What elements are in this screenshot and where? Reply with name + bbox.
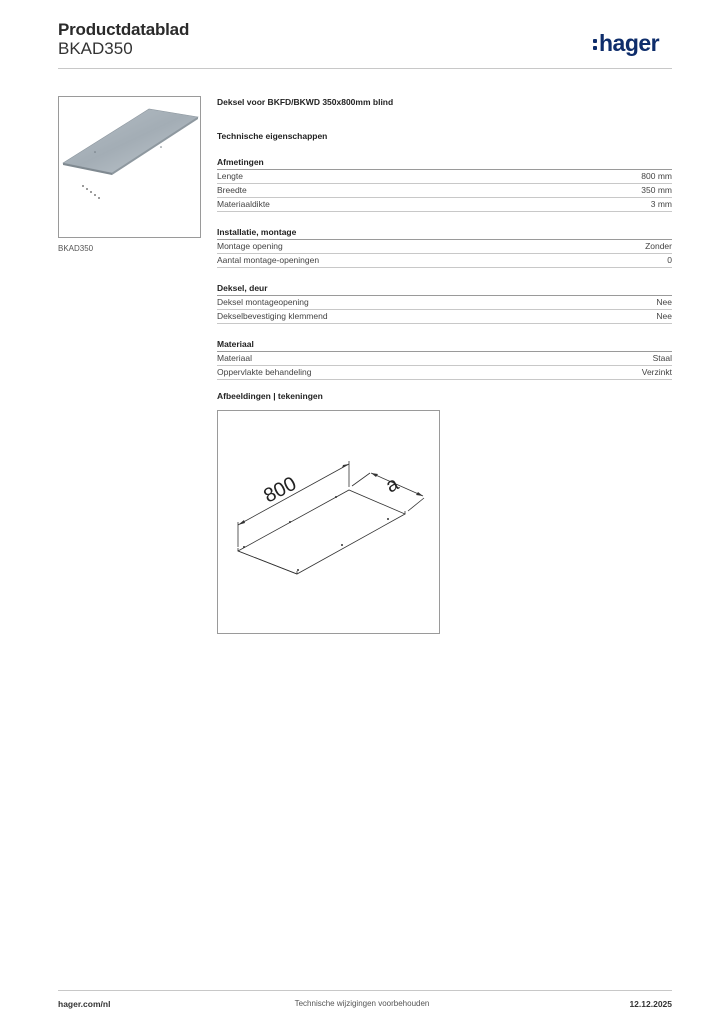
spec-value: 0 <box>667 255 672 265</box>
spec-sections <box>217 156 672 380</box>
footer-date: 12.12.2025 <box>629 999 672 1009</box>
cover-plate-illustration <box>59 97 200 237</box>
logo-dots-icon <box>593 39 597 50</box>
spec-label: Dekselbevestiging klemmend <box>217 311 328 321</box>
product-image <box>58 96 201 238</box>
product-code: BKAD350 <box>58 39 133 58</box>
spec-label: Oppervlakte behandeling <box>217 367 312 377</box>
spec-value: Verzinkt <box>641 367 672 377</box>
spec-value: 350 mm <box>641 185 672 195</box>
section-title: Deksel, deur <box>217 282 672 296</box>
spec-row <box>217 254 672 268</box>
page-title: Productdatablad <box>58 20 190 39</box>
spec-content <box>217 96 672 380</box>
header-divider <box>58 68 672 69</box>
hager-logo <box>593 30 659 56</box>
spec-label: Materiaaldikte <box>217 199 270 209</box>
spec-label: Breedte <box>217 185 247 195</box>
spec-value: Nee <box>656 297 672 307</box>
image-caption: BKAD350 <box>58 244 94 253</box>
width-dimension-label: a <box>382 472 403 498</box>
technical-drawing <box>217 410 440 634</box>
spec-row <box>217 296 672 310</box>
footer-divider <box>58 990 672 991</box>
spec-row <box>217 240 672 254</box>
tech-properties-heading: Technische eigenschappen <box>217 131 328 141</box>
section-title: Materiaal <box>217 338 672 352</box>
spec-row <box>217 184 672 198</box>
spec-label: Materiaal <box>217 353 252 363</box>
spec-section-cover <box>217 282 672 324</box>
length-dimension-label: 800 <box>260 472 301 508</box>
spec-value: 3 mm <box>650 199 672 209</box>
spec-label: Lengte <box>217 171 243 181</box>
spec-row <box>217 170 672 184</box>
spec-value: Nee <box>656 311 672 321</box>
spec-section-material <box>217 338 672 380</box>
footer-website-link[interactable]: hager.com/nl <box>58 999 111 1009</box>
spec-value: Staal <box>652 353 672 363</box>
spec-label: Montage opening <box>217 241 283 251</box>
spec-row <box>217 310 672 324</box>
section-title: Installatie, montage <box>217 226 672 240</box>
section-title: Afmetingen <box>217 156 672 170</box>
spec-label: Deksel montageopening <box>217 297 309 307</box>
spec-value: 800 mm <box>641 171 672 181</box>
spec-section-installation <box>217 226 672 268</box>
spec-row <box>217 366 672 380</box>
drawings-heading: Afbeeldingen | tekeningen <box>217 391 323 401</box>
spec-section-dimensions <box>217 156 672 212</box>
spec-value: Zonder <box>645 241 672 251</box>
spec-row <box>217 198 672 212</box>
dimension-drawing <box>218 411 439 633</box>
footer-notice: Technische wijzigingen voorbehouden <box>294 999 430 1008</box>
spec-row <box>217 352 672 366</box>
spec-label: Aantal montage-openingen <box>217 255 320 265</box>
product-description: Deksel voor BKFD/BKWD 350x800mm blind <box>217 97 394 107</box>
logo-text: hager <box>599 29 660 56</box>
